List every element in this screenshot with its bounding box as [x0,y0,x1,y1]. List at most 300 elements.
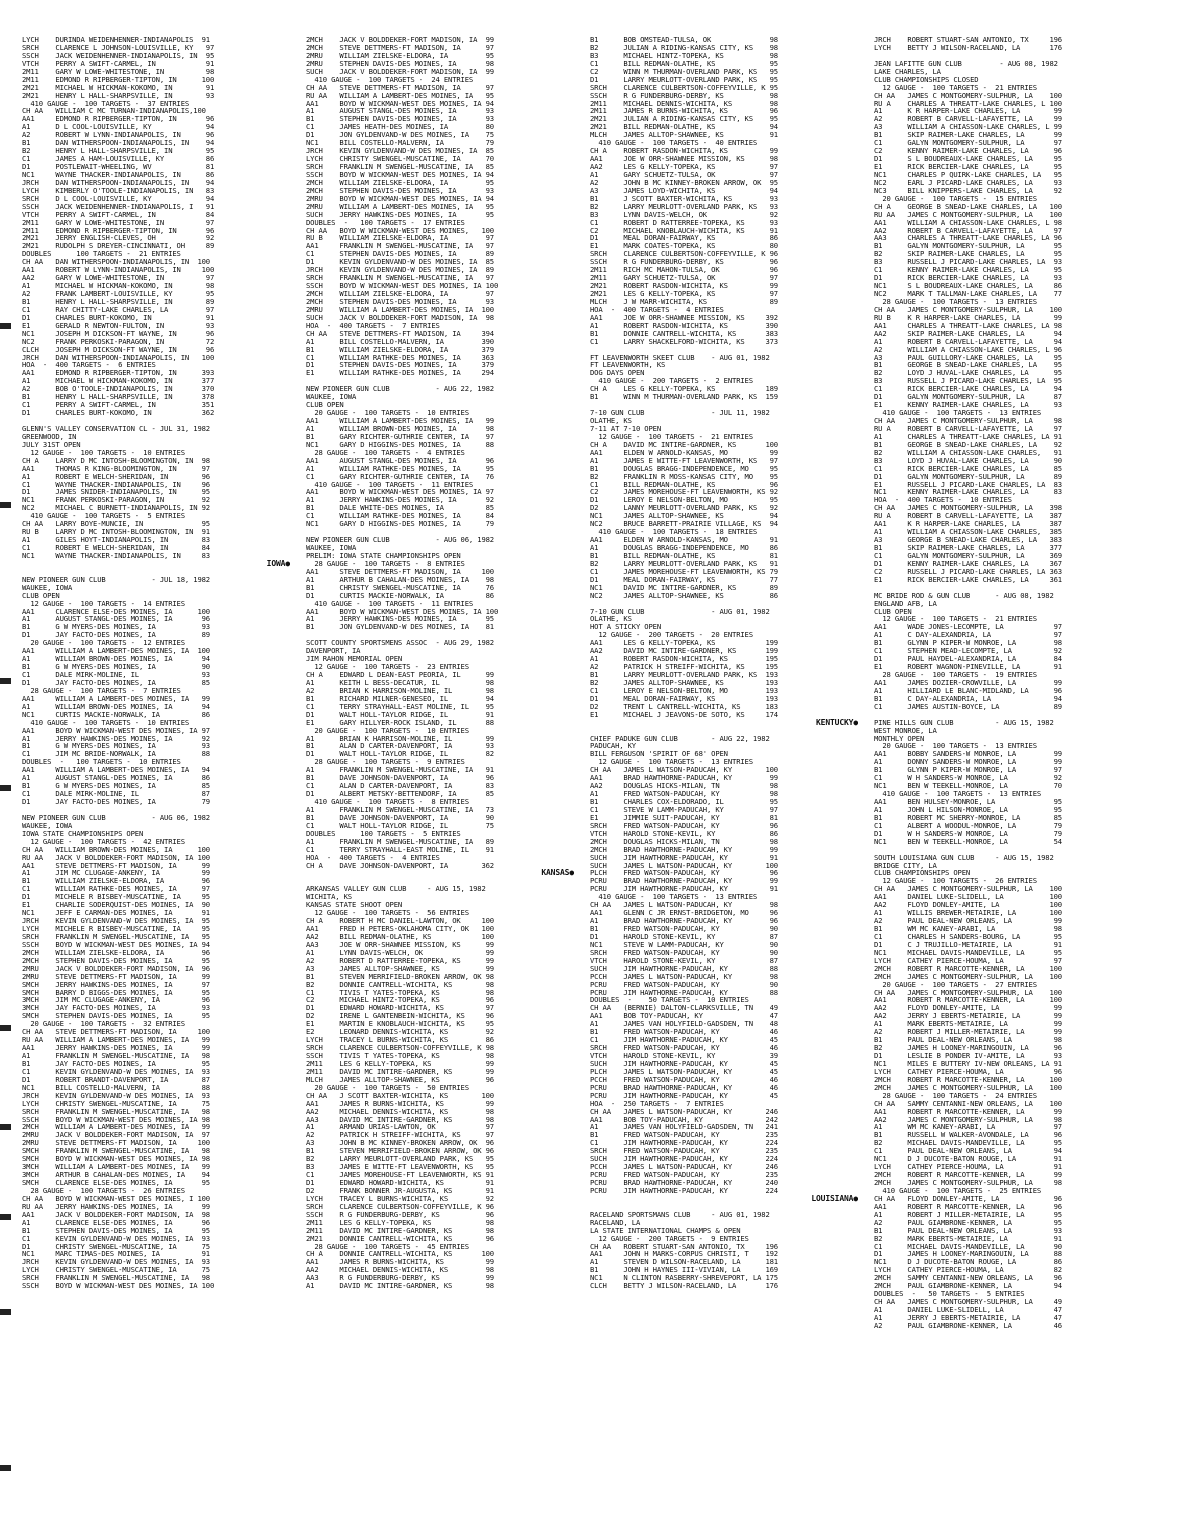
result-line: A1 JOHN L HILSON-MONROE, LA 95 [874,805,1062,814]
result-line: RU B WILLIAM ZIELSKE-ELDORA, IA 97 [306,234,494,243]
result-line: PCRU JIM HAWTHORNE-PADUCAH, KY 88 [590,988,778,997]
result-line: RU A ROBERT B CARVELL-LAFAYETTE, LA 387 [874,512,1062,521]
result-line: CH AA STEVE DETTMERS-FT MADISON, IA 100 [22,1028,210,1037]
result-line: 2MCH STEPHEN DAVIS-DES MOINES, IA 93 [306,186,494,195]
result-line: LYCH TRACEY L BURNS-WICHITA, KS 86 [306,1036,494,1045]
result-line: CH AA JAMES C MONTGOMERY-SULPHUR, LA 100 [874,988,1062,997]
result-line: NC1 STEVE W LAMM-PADUCAH, KY 90 [590,940,778,949]
result-line: 28 GAUGE - 100 TARGETS - 26 ENTRIES [22,1186,185,1195]
result-line: A2 WILLIAM A CHIASSON-LAKE CHARLES, L 96 [874,345,1062,354]
result-line: AA3 JOE W ORR-SHAWNEE MISSION, KS 99 [306,940,494,949]
result-line: D1 JON GYLDENVAND-W DES MOINES, IA 75 [306,131,494,140]
result-line: SMCH CLARENCE ELSE-DES MOINES, IA 95 [22,1179,210,1187]
result-line: C1 PERRY A SWIFT-CARMEL, IN 351 [22,401,215,410]
result-line: 20 GAUGE - 100 TARGETS - 13 ENTRIES [874,742,1037,751]
result-line: 2M21 ROBERT RASDON-WICHITA, KS 99 [590,282,778,290]
result-line: 28 GAUGE - 100 TARGETS - 8 ENTRIES [306,559,465,568]
result-line: 20 GAUGE - 100 TARGETS - 10 ENTRIES [306,409,469,417]
result-line: CH AA BOYD W WICKMAN-WEST DES MOINES, I 100 [22,1194,210,1203]
result-line: CH AA JAMES C MONTGOMERY-SULPHUR, LA 100 [874,305,1062,314]
result-line: B1 GEORGE B SNEAD-LAKE CHARLES, LA 92 [874,440,1062,449]
result-line: A3 WILLIAM A CHIASSON-LAKE CHARLES, L 99 [874,123,1062,132]
result-line: CH AA ROBERT STUART-SAN ANTONIO, TX 196 [590,1242,778,1251]
spacer [306,877,574,885]
result-line: A1 FRANKLIN M SWENGEL-MUSCATINE, IA 91 [306,766,494,775]
result-line: A1 JAMES VAN HOLYFIELD-GADSDEN, TN 241 [590,1123,778,1132]
margin-mark [0,1214,11,1220]
result-line: B2 JAMES H LOONEY-MARINGOUIN, LA 96 [874,1044,1062,1052]
result-line: A3 JAMES LOYD-WICHITA, KS 94 [590,186,778,195]
result-line: CH AA JAMES C MONTGOMERY-SULPHUR, LA 398 [874,504,1062,513]
result-line: B1 ALAN D CARTER-DAVENPORT, IA 93 [306,742,494,751]
result-line: A1 GARY SCHUETZ-TULSA, OK 97 [590,170,778,179]
result-line: NC2 EARL J PICARD-LAKE CHARLES, LA 93 [874,178,1062,187]
result-line: JULY 31ST OPEN [22,440,81,449]
result-line: NC1 BILL COSTELLO-MALVERN, IA 79 [306,139,494,148]
result-line: 2MCH DOUGLAS HICKS-MILAN, TN 98 [590,837,778,846]
result-line: 3MCH JAY FACTO-DES MOINES, IA 93 [22,1004,210,1013]
result-line: E1 JIMMIE SUIT-PADUCAH, KY 81 [590,813,778,822]
result-line: B1 STEVEN MERRIFIELD-BROKEN ARROW, OK 98 [306,972,494,981]
result-line: NC3 BILL KNIPPERS-LAKE CHARLES, LA 92 [874,186,1062,195]
result-line: PCCH JAMES L WATSON-PADUCAH, KY 98 [590,972,778,981]
result-line: 2M11 GARY W LOWE-WHITESTONE, IN 98 [22,67,215,76]
result-line: CH A EDWARD L DEAN-EAST PEORIA, IL 99 [306,671,494,679]
result-line: C1 KENNY RAIMER-LAKE CHARLES, LA 95 [874,266,1062,275]
result-line: D1 POSTLEWAIT-WHEELING, WV 81 [22,163,215,171]
result-line: LYCH CHRISTY SWENGEL-MUSCATINE, IA 75 [22,1099,210,1108]
result-line: B3 RUSSELL J PICARD-LAKE CHARLES, LA 93 [874,258,1062,267]
result-line: SMCH BARRY D BIGGS-DES MOINES, IA 95 [22,988,210,997]
result-line: DAVENPORT, IA [306,647,361,656]
result-line: AA2 FLOYD DONLEY-AMITE, LA 100 [874,901,1062,910]
result-line: FT LEAVENWORTH SKEET CLUB - AUG 01, 1982 [590,353,770,362]
result-line: 28 GAUGE - 100 TARGETS - 19 ENTRIES [874,671,1037,679]
result-line: AA1 BEN HULSEY-MONROE, LA 95 [874,798,1062,806]
spacer [306,377,574,385]
result-line: C1 RICK BERCIER-LAKE CHARLES, LA 94 [874,385,1062,394]
result-line: D1 MICHELE R BISBEY-MUSCATINE, IA 95 [22,893,210,902]
result-line: SSCH R G FUNDERBURG-DERBY, KS 98 [590,91,778,100]
result-line: A1 KEITH L BESS-DECATUR, IL 98 [306,678,494,687]
result-line: RACELAND SPORTSMANS CLUB - AUG 01, 1982 [590,1210,770,1219]
result-line: 2MRU JACK V BOLDDEKER-FORT MADISON, IA 96 [22,964,210,973]
result-line: AA2 MICHAEL DENNIS-WICHITA, KS 98 [306,1266,494,1275]
result-line: A2 PATRICK H STREIFF-WICHITA, KS 97 [306,1131,494,1140]
result-line: 2M11 GARY SCHUETZ-TULSA, OK 97 [590,274,778,283]
result-line: 410 GAUGE - 100 TARGETS - 5 ENTRIES [22,512,185,521]
result-line: D1 KEVIN GYLDENVAND-W DES MOINES, IA 85 [306,258,494,267]
result-line: B2 LARRY MEURLOTT-OVERLAND PARK, KS 93 [590,202,778,211]
result-line: B2 SKIP RAIMER-LAKE CHARLES, LA 95 [874,250,1062,259]
result-line: PCRU BRAD HAWTHORNE-PADUCAH, KY 46 [590,1083,778,1092]
result-line: CH A DAVID MC INTIRE-GARDNER, KS 100 [590,440,778,449]
result-line: CH AA BOYD W WICKMAN-WEST DES MOINES, 100 [306,226,494,235]
result-line: CH AA JAMES C MONTGOMERY-SULPHUR, LA 98 [874,417,1062,425]
spacer [874,52,1142,60]
result-line: BILL FERGUSON 'SPIRIT OF 68' OPEN [590,750,728,759]
result-line: A1 FRED WATSON-PADUCAH, KY 98 [590,790,778,798]
result-line: 7-11 AT 7-10 OPEN [590,424,662,433]
result-line: AA1 ROBERT W LYNN-INDIANAPOLIS, IN 100 [22,266,215,275]
result-line: OLATHE, KS [590,615,632,624]
result-line: PINE HILLS GUN CLUB - AUG 15, 1982 [874,718,1054,727]
result-line: 2MCH ROBERT R MARCOTTE-KENNER, LA 100 [874,1075,1062,1084]
result-line: 2MCH WILLIAM ZIELSKE-ELDORA, IA 96 [22,948,210,957]
result-line: A2 PAUL DEAL-NEW ORLEANS, LA 99 [874,917,1062,925]
result-line: LA STATE INTERNATIONAL CHAMPS & OPEN [590,1226,741,1235]
result-line: D1 KENNY RAIMER-LAKE CHARLES, LA 367 [874,559,1062,568]
spacer [590,1203,858,1211]
result-line: DOUBLES - 50 TARGETS - 10 ENTRIES [590,996,749,1005]
result-line: C1 ROBERT E WELCH-SHERIDAN, IN 84 [22,544,210,552]
spacer [590,401,858,409]
result-line: D1 HAROLD STONE-KEVIL, KY 87 [590,932,778,941]
margin-mark [0,502,11,508]
result-line: B2 LOYD J HUVAL-LAKE CHARLES, LA 95 [874,369,1062,378]
result-line: D2 TRENT L CANTRELL-WICHITA, KS 183 [590,702,778,711]
result-line: SUCH JACK V BOLDDEKER-FORT MADISON, IA 98 [306,313,494,322]
result-line: SSCH R G FUNDERBURG-DERBY, KS 96 [306,1210,494,1219]
spacer [874,711,1142,719]
result-line: CH AA LARRY BOYE-MUNCIE, IN 95 [22,520,210,529]
result-line: B2 DONNIE CANTRELL-WICHITA, KS 98 [306,980,494,989]
result-line: A3 JOHN B MC KINNEY-BROKEN ARROW, OK 96 [306,1139,494,1148]
result-line: NEW PIONEER GUN CLUB - JUL 18, 1982 [22,575,210,584]
result-line: B1 HENRY L HALL-SHARPSVILLE, IN 378 [22,393,215,402]
result-line: AA1 FRED H PETERS-OKLAHOMA CITY, OK 100 [306,925,494,933]
result-line: B2 MARK EBERTS-METAIRIE, LA 91 [874,1234,1062,1243]
result-line: AA1 BOB TOY-PADUCAH, KY 242 [590,1115,778,1124]
margin-mark [0,678,11,684]
result-line: D1 JAMES H LOONEY-MARINGOUIN, LA 88 [874,1250,1062,1259]
result-line: 2M11 GARY W LOWE-WHITESTONE, IN 97 [22,218,215,227]
result-line: D2 FRANK BONNER JR-AUGUSTA, KS 91 [306,1186,494,1195]
result-line: C1 DALE MIRK-MOLINE, IL 87 [22,790,210,798]
result-line: 28 GAUGE - 100 TARGETS - 13 ENTRIES [874,297,1037,306]
result-line: E1 RICK BERCIER-LAKE CHARLES, LA 361 [874,575,1062,584]
spacer [22,568,290,576]
result-line: SSCH JACK WEIDENHENNER-INDIANAPOLIS, I 91 [22,202,215,211]
result-line: B1 DAVE JOHNSON-DAVENPORT, IA 96 [306,774,494,783]
result-line: D1 C J TRUJILLO-METAIRIE, LA 91 [874,940,1062,949]
result-line: VTCH HAROLD STONE-KEVIL, KY 87 [590,956,778,965]
result-line: HOA - 250 TARGETS - 7 ENTRIES [590,1099,724,1108]
result-line: A1 ROBERT B CARVELL-LAFAYETTE, LA 94 [874,337,1062,346]
result-line: B1 C DAY-ALEXANDRIA, LA 94 [874,694,1062,703]
result-line: 410 GAUGE - 100 TARGETS - 8 ENTRIES [306,798,469,806]
result-line: NC1 CHARLES P QUIRK-LAKE CHARLES, LA 95 [874,170,1062,179]
result-line: SUCH JIM HAWTHORNE-PADUCAH, KY 88 [590,964,778,973]
result-line: SSCH TIVIS T YATES-TOPEKA, KS 98 [306,1052,494,1060]
result-line: AA2 JERRY J EBERTS-METAIRIE, LA 99 [874,1012,1062,1021]
result-line: PCRU BRAD HAWTHORNE-PADUCAH, KY 240 [590,1179,778,1187]
result-line: 2M11 MICHAEL DENNIS-WICHITA, KS 98 [590,99,778,108]
result-line: A2 ROBERT J MILLER-METAIRIE, LA 99 [874,1028,1062,1037]
result-line: SRCH CLARENCE CULBERTSON-COFFEYVILLE, K 96 [306,1202,494,1211]
result-line: 410 GAUGE - 200 TARGETS - 2 ENTRIES [590,377,753,386]
result-line: C1 JAMES MOREHOUSE-FT LEAVENWORTH, KS 79 [590,567,778,576]
result-line: B1 STEVEN MERRIFIELD-BROKEN ARROW, OK 96 [306,1147,494,1156]
result-line: C1 DALE MIRK-MOLINE, IL 93 [22,671,210,679]
result-line: SUCH JERRY HAWKINS-DES MOINES, IA 95 [306,210,494,219]
result-line: CH AA DAN WITHERSPOON-INDIANAPOLIS, IN 100 [22,258,210,267]
result-line: 20 GAUGE - 100 TARGETS - 12 ENTRIES [22,639,185,648]
result-line: A3 PAUL GUILLORY-LAKE CHARLES, LA 95 [874,353,1062,362]
result-line: 28 GAUGE - 100 TARGETS - 9 ENTRIES [306,758,465,767]
result-line: A1 FRANKLIN M SWENGEL-MUSCATINE, IA 89 [306,837,494,846]
result-line: C1 JIM MC BRIDE-NORWALK, IA 88 [22,750,210,759]
result-line: D1 S L BOUDREAUX-LAKE CHARLES, LA 95 [874,155,1062,163]
result-line: SSCH BOYD W WICKMAN-WEST DES MOINES, IA 98 [22,1115,210,1124]
result-line: D2 LANNY MEURLOTT-OVERLAND PARK, KS 92 [590,504,778,513]
result-line: NC2 BRUCE BARRETT-PRAIRIE VILLAGE, KS 94 [590,520,778,529]
result-line: E1 ROBERT WAGNON-PINEVILLE, LA 91 [874,663,1062,671]
result-line: AA1 BOYD W WICKMAN-WEST DES MOINES, IA 100 [306,607,499,616]
result-line: CLUB OPEN [874,607,912,616]
result-line: AA1 JOE W ORR-SHAWNEE MISSION, KS 98 [590,155,778,163]
result-line: AA1 BOYD W WICKMAN-WEST DES MOINES, IA 94 [306,99,494,108]
result-line: A1 JAMES VAN HOLYFIELD-GADSDEN, TN 48 [590,1020,778,1029]
result-line: C1 STEPHEN DAVIS-DES MOINES, IA 89 [306,250,494,259]
result-line: NC2 JAMES ALLTOP-SHAWNEE, KS 86 [590,591,778,600]
result-line: AA1 STEVE DETTMERS-FT MADISON, IA 99 [22,861,210,870]
result-line: D1 CHRISTY SWENGEL-MUSCATINE, IA 75 [22,1242,210,1251]
result-line: 2MRU STEVE DETTMERS-FT MADISON, IA 99 [22,972,210,981]
result-line: JRCH DAN WITHERSPOON-INDIANAPOLIS, IN 100 [22,353,215,362]
result-line: 410 GAUGE - 100 TARGETS - 10 ENTRIES [22,718,190,727]
result-line: MLCH JAMES ALLTOP-SHAWNEE, KS 96 [306,1075,494,1084]
result-line: SSCH BOYD W WICKMAN-WEST DES MOINES, IA 94 [306,170,494,179]
spacer [22,806,290,814]
result-line: NC1 MARC TIMAS-DES MOINES, IA 91 [22,1250,210,1259]
result-line: AA1 CHARLES A THREATT-LAKE CHARLES, LA 98 [874,321,1062,330]
result-line: 12 GAUGE - 100 TARGETS - 21 ENTRIES [874,615,1037,624]
result-line: NC1 BEN W TEEKELL-MONROE, LA 70 [874,782,1062,791]
result-line: CHIEF PADUKE GUN CLUB - AUG 22, 1982 [590,734,770,743]
result-line: C1 JAMES A HAM-LOUISVILLE, KY 86 [22,155,215,163]
result-line: A2 JOHN B MC KINNEY-BROKEN ARROW, OK 95 [590,178,778,187]
result-line: AA1 JAMES R BURNS-WICHITA, KS 99 [306,1258,494,1267]
result-line: 12 GAUGE - 100 TARGETS - 21 ENTRIES [590,432,753,441]
result-line: C1 PAUL DEAL-NEW ORLEANS, LA 94 [874,1147,1062,1156]
result-line: SUCH JIM HAWTHORNE-PADUCAH, KY 45 [590,1059,778,1068]
result-line: AA1 JOHN H MARKS-CORPUS CHRISTI, T 192 [590,1250,778,1259]
result-line: RU AA JERRY HAWKINS-DES MOINES, IA 99 [22,1202,210,1211]
result-line: 2M11 LES G KELLY-TOPEKA, KS 98 [306,1218,494,1227]
result-line: B1 PAUL DEAL-NEW ORLEANS, LA 93 [874,1226,1062,1235]
result-line: 12 GAUGE - 100 TARGETS - 42 ENTRIES [22,837,185,846]
result-line: CH AA STEVE DETTMERS-FT MADISON, IA 394 [306,329,494,338]
result-line: B1 FRED WATSON-PADUCAH, KY 235 [590,1131,778,1140]
result-line: CH AA SAMMY CENTANNI-NEW ORLEANS, LA 100 [874,1099,1062,1108]
result-line: C1 WILLIAM RATHKE-DES MOINES, IA 363 [306,353,494,362]
result-line: DOUBLES - 50 TARGETS - 5 ENTRIES [874,1290,1025,1299]
result-line: 2M11 RICH MC MAHON-TULSA, OK 96 [590,266,778,275]
result-line: A1 DANIEL LUKE-SLIDELL, LA 47 [874,1306,1062,1314]
result-line: D1 CHARLES BURT-KOKOMO, IN 362 [22,409,215,417]
result-line: JEAN LAFITTE GUN CLUB - AUG 08, 1982 [874,59,1058,68]
result-line: SRCH CLARENCE CULBERTSON-COFFEYVILLE, K 95 [590,83,778,92]
result-line: 2M11 LES G KELLY-TOPEKA, KS 99 [306,1059,494,1068]
spacer [306,631,574,639]
result-line: AA1 WILLIAM A LAMBERT-DES MOINES, IA 99 [22,694,210,703]
result-line: A1 WILLIAM BROWN-DES MOINES, IA 94 [22,702,210,711]
result-line: D1 MEAL DORAN-FAIRWAY, KS 86 [590,234,778,243]
result-line: CH AA STEVE DETTMERS-FT MADISON, IA 97 [306,83,494,92]
result-line: CLCH JOSEPH M DICKSON-FT WAYNE, IN 96 [22,345,215,354]
result-line: A1 MICHAEL W HICKMAN-KOKOMO, IN 98 [22,282,215,290]
margin-mark [0,1124,11,1130]
result-line: 2MRU STEPHEN DAVIS-DES MOINES, IA 98 [306,59,494,68]
result-line: DOG DAYS OPEN [590,369,645,378]
result-line: B1 RUSSELL W WALKER-AVONDALE, LA 96 [874,1131,1062,1140]
result-line: WAUKEE, IOWA [306,393,357,402]
result-line: 410 GAUGE - 100 TARGETS - 37 ENTRIES [22,99,190,108]
result-line: SSCH R G FUNDERBURG-DERBY, KS 96 [590,258,778,267]
result-line: A1 DOUGLAS BRAGG-INDEPENDENCE, MO 86 [590,544,778,552]
result-line: C1 TERRY STRAYHALL-EAST MOLINE, IL 91 [306,845,494,854]
result-line: B1 SKIP RAIMER-LAKE CHARLES, LA 377 [874,544,1062,552]
result-line: LYCH KIMBERLY O'TOOLE-INDIANAPOLIS, IN 83 [22,186,215,195]
result-line: A1 K R HARPER-LAKE CHARLES, LA 99 [874,107,1062,116]
result-line: E1 CHARLIE SODERQUIST-DES MOINES, IA 90 [22,901,210,910]
result-line: SRCH CLARENCE CULBERTSON-COFFEYVILLE, K 96 [590,250,778,259]
result-line: A1 JERRY HAWKINS-DES MOINES, IA 95 [306,615,494,624]
result-line: A1 MICHAEL W HICKMAN-KOKOMO, IN 377 [22,377,215,386]
result-line: PCRU JIM HAWTHORNE-PADUCAH, KY 45 [590,1091,778,1100]
result-line: CLUB OPEN [22,591,60,600]
result-line: 20 GAUGE - 100 TARGETS - 15 ENTRIES [874,194,1037,203]
result-line: RU B LARRY D MC INTOSH-BLOOMINGTON, IN 91 [22,528,210,537]
result-line: AA1 BOYD W WICKMAN-WEST DES MOINES, IA 97 [306,488,494,497]
result-line: A2 ROBERT B CARVELL-LAFAYETTE, LA 99 [874,115,1062,124]
result-line: PCCH FRED WATSON-PADUCAH, KY 46 [590,1075,778,1084]
result-line: NC2 MICHAEL C BURNETT-INDIANAPOLIS, IN 92 [22,504,210,513]
result-line: 3MCH JIM MC CLUGAGE-ANKENY, IA 96 [22,996,210,1005]
result-line: AA2 DOUGLAS HICKS-MILAN, TN 98 [590,782,778,791]
result-line: C2 KENNY RAIMER-LAKE CHARLES, LA 96 [874,147,1062,156]
result-line: CH AA (BERNIE) DALTON-CLARKSVILLE, TN 49 [590,1004,778,1013]
result-line: CLCH BETTY J WILSON-RACELAND, LA 176 [590,1282,778,1291]
result-line: SMCH STEPHEN DAVIS-DES MOINES, IA 95 [22,1012,210,1021]
result-line: SRCH FRANKLIN M SWENGEL-MUSCATINE, IA 95 [22,932,210,941]
result-line: SRCH FRED WATSON-PADUCAH, KY 90 [590,948,778,957]
result-line: HOA - 400 TARGETS - 4 ENTRIES [306,853,440,862]
result-line: GREENWOOD, IN [22,432,77,441]
result-line: RU AA JAMES C MONTGOMERY-SULPHUR, LA 100 [874,210,1062,219]
result-line: SRCH FRANKLIN M SWENGEL-MUSCATINE, IA 97 [306,274,494,283]
result-line: SSCH BOYD W WICKMAN-WEST DES MOINES, IA 100 [22,1282,215,1291]
result-line: AA1 EDMOND R RIPBERGER-TIPTON, IN 393 [22,369,215,378]
result-line: JRCH KEVIN GYLDENVAND-W DES MOINES, IA 85 [306,147,494,156]
result-line: HOA - 400 TARGETS - 10 ENTRIES [874,496,1012,505]
result-line: CH A LES G KELLY-TOPEKA, KS 189 [590,385,778,394]
result-line: C1 LARRY SHACKELFORD-WICHITA, KS 373 [590,337,778,346]
result-line: D1 GALYN MONTGOMERY-SULPHUR, LA 87 [874,393,1062,402]
result-line: CH A GEORGE B SNEAD-LAKE CHARLES, LA 100 [874,202,1062,211]
result-line: C1 STEVE W LAMM-PADUCAH, KY 97 [590,805,778,814]
result-line: C1 WAYNE THACKER-INDIANAPOLIS, IN 96 [22,480,210,489]
result-line: B1 JAY FACTO-DES MOINES, IA 95 [22,1059,210,1068]
result-line: SMCH JERRY HAWKINS-DES MOINES, IA 97 [22,980,210,989]
spacer [590,600,858,608]
result-line: 2MCH BRAD HAWTHORNE-PADUCAH, KY 99 [590,845,778,854]
result-line: LYCH CATHEY PIERCE-HOUMA, LA 91 [874,1163,1062,1172]
result-line: MLCH JAMES ALLTOP-SHAWNEE, KS 91 [590,131,778,140]
result-line: AA1 WILLIAM A LAMBERT-DES MOINES, IA 100 [22,647,210,656]
result-line: AA1 GLENN C JR ERNST-BRIDGETON, MO 96 [590,909,778,918]
result-line: D1 JAY FACTO-DES MOINES, IA 85 [22,678,210,687]
result-line: 12 GAUGE - 200 TARGETS - 9 ENTRIES [590,1234,749,1243]
result-line: HOT A STICKY OPEN [590,623,662,632]
result-line: NC1 MILES E BUTTERY IV-NEW ORLEANS, LA 91 [874,1059,1062,1068]
result-line: A1 AUGUST STANGL-DES MOINES, IA 86 [22,774,210,783]
result-line: JRCH DAN WITHERSPOON-INDIANAPOLIS, IN 94 [22,178,215,187]
result-line: B3 LYNN DAVIS-WELCH, OK 92 [590,210,778,219]
result-line: B1 WILLIAM ZIELSKE-ELDORA, IA 379 [306,345,494,354]
result-line: LYCH CHRISTY SWENGEL-MUSCATINE, IA 75 [22,1266,210,1275]
result-line: RU AA JACK V BOLDDEKER-FORT MADISON, IA 100 [22,853,210,862]
result-line: CH AA JAMES C MONTGOMERY-SULPHUR, LA 100 [874,885,1062,894]
result-line: AA1 THOMAS R KING-BLOOMINGTON, IN 97 [22,464,210,473]
result-line: A2 PAUL GIAMBRONE-KENNER, LA 46 [874,1321,1062,1330]
result-line: C1 ROBERT D RATTERREE-TOPEKA, KS 93 [590,218,778,227]
result-line: CH AA JAMES C MONTGOMERY-SULPHUR, LA 49 [874,1298,1062,1306]
result-line: 2M21 LES G KELLY-TOPEKA, KS 97 [590,290,778,298]
result-line: E1 KENNY RAIMER-LAKE CHARLES, LA 93 [874,401,1062,410]
result-line: D1 GALYN MONTGOMERY-SULPHUR, LA 89 [874,472,1062,481]
result-line: 2MRU WILLIAM A LAMBERT-DES MOINES, IA 95 [306,202,494,211]
result-line: LYCH CATHEY PIERCE-HOUMA, LA 96 [874,1067,1062,1076]
result-line: B1 CHARLES COX-ELDORADO, IL 95 [590,798,778,806]
result-line: C1 KEVIN GYLDENVAND-W DES MOINES, IA 93 [22,1067,210,1076]
result-line: AA1 BOBBY SANDERS-W MONROE, LA 99 [874,750,1062,759]
result-line: A1 WM MC KANEY-ARABI, LA 97 [874,1123,1062,1132]
result-line: AA2 MICHAEL DENNIS-WICHITA, KS 98 [306,1107,494,1116]
result-line: 2M11 DAVID MC INTIRE-GARDNER, KS 98 [306,1226,494,1235]
result-line: 12 GAUGE - 100 TARGETS - 21 ENTRIES [874,83,1037,92]
result-line: A3 GEORGE B SNEAD-LAKE CHARLES, LA 383 [874,536,1062,544]
margin-mark [0,1465,11,1471]
result-line: 2MRU STEVE DETTMERS-FT MADISON, IA 100 [22,1139,210,1148]
result-line: D1 JAMES SNIDER-INDIANAPOLIS, IN 95 [22,488,210,497]
result-line: AA1 JAMES DOZIER-CROWVILLE, LA 99 [874,678,1062,687]
result-line: 2MRU WILLIAM ZIELSKE-ELDORA, IA 95 [306,51,494,60]
result-line: A1 ARTHUR B CAHALAN-DES MOINES, IA 98 [306,575,494,584]
spacer [874,584,1142,592]
result-line: RU A ROBERT B CARVELL-LAFAYETTE, LA 97 [874,424,1062,433]
result-line: 28 GAUGE - 100 TARGETS - 7 ENTRIES [22,686,181,695]
result-line: BRIDGE CITY, LA [874,861,937,870]
result-line: JRCH KEVIN GYLDENVAND-W DES MOINES, IA 93 [22,1091,210,1100]
result-line: 2MCH ROBERT R MARCOTTE-KENNER, LA 99 [874,1171,1062,1179]
result-line: PLCH FRED WATSON-PADUCAH, KY 96 [590,869,778,878]
result-line: C1 TIVIS T YATES-TOPEKA, KS 98 [306,988,494,997]
result-line: 410 GAUGE - 100 TARGETS - 13 ENTRIES [874,409,1042,417]
result-line: 2MCH JAMES C MONTGOMERY-SULPHUR, LA 100 [874,972,1062,981]
result-line: CH A ROBERT RASDON-WICHITA, KS 99 [590,147,778,156]
result-line: 2MCH WILLIAM ZIELSKE-ELDORA, IA 95 [306,178,494,187]
result-line: VTCH PERRY A SWIFT-CARMEL, IN 91 [22,59,215,68]
result-line: 20 GAUGE - 100 TARGETS - 32 ENTRIES [22,1020,185,1029]
result-line: B1 BOB OMSTEAD-TULSA, OK 98 [590,36,778,44]
result-line: 12 GAUGE - 100 TARGETS - 14 ENTRIES [22,599,185,608]
result-line: WAUKEE, IOWA [22,583,73,592]
result-line: NEW PIONEER GUN CLUB - AUG 06, 1982 [22,813,210,822]
result-line: A3 JAMES ALLTOP-SHAWNEE, KS 99 [306,964,494,973]
result-line: B2 WILLIAM A CHIASSON-LAKE CHARLES, 91 [874,448,1062,457]
